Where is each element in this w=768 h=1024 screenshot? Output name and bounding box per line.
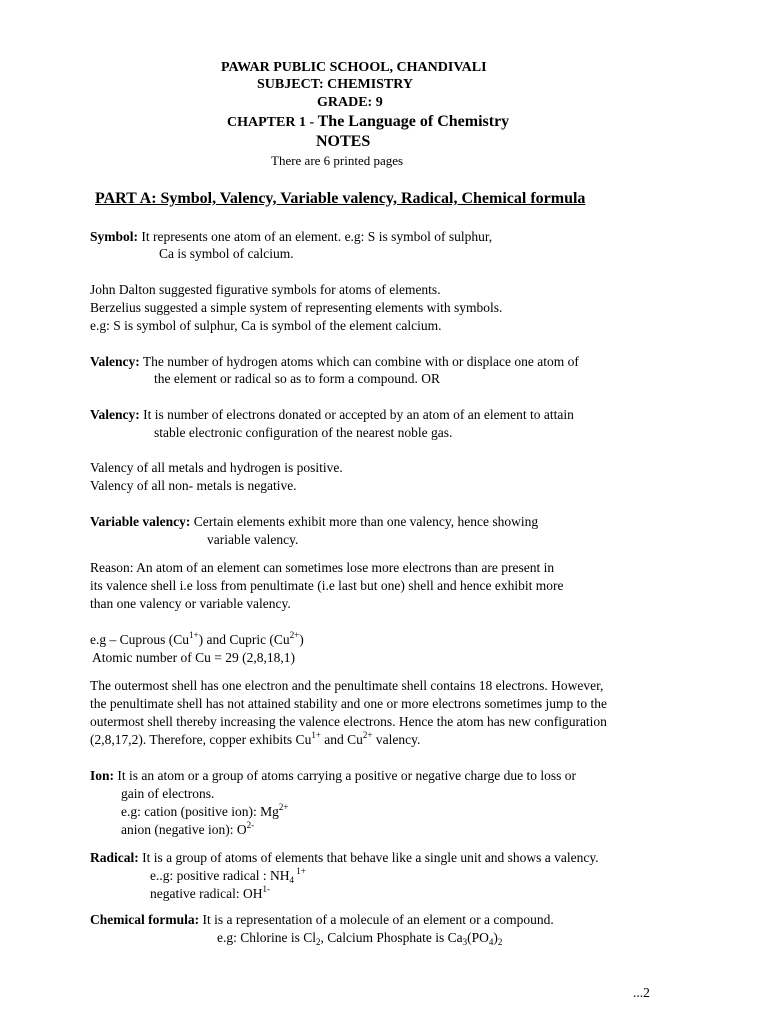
valency-term: Valency: — [90, 354, 140, 369]
chemical-formula-term: Chemical formula: — [90, 912, 200, 927]
valency-definition-1-line-2: the element or radical so as to form a compound. OR — [154, 371, 441, 386]
page-continuation: ...2 — [633, 985, 650, 1000]
chemical-formula-examples: e.g: Chlorine is $Cl_2$, Calcium Phosphate is $Ca_3(PO_4)_2$ — [217, 930, 503, 947]
valency-term-2: Valency: — [90, 407, 140, 422]
reason-line-3: than one valency or variable valency. — [90, 596, 291, 611]
symbol-term: Symbol: — [90, 229, 139, 244]
pages-note: There are 6 printed pages — [271, 153, 404, 168]
nonmetal-valency-line: Valency of all non- metals is negative. — [90, 478, 297, 493]
ion-definition: Ion: It is an atom or a group of atoms carrying a positive or negative charge due to loss or — [90, 768, 577, 783]
metal-valency-line: Valency of all metals and hydrogen is positive. — [90, 460, 343, 475]
cation-example: e.g: cation (positive ion): $Mg^{2+}$ — [121, 802, 289, 819]
symbol-line-2: Ca is symbol of calcium. — [159, 246, 294, 261]
school-name: PAWAR PUBLIC SCHOOL, CHANDIVALI — [221, 60, 487, 75]
symbol-definition: Symbol: It represents one atom of an element. e.g: S is symbol of sulphur, — [90, 229, 493, 244]
notes-heading: NOTES — [316, 133, 371, 150]
valency-definition-1: Valency: The number of hydrogen atoms which can combine with or displace one atom of — [90, 354, 579, 369]
part-a-heading: PART A: Symbol, Valency, Variable valency, Radical, Chemical formula — [95, 190, 586, 207]
positive-radical-example: e..g: positive radical : $NH_4$ $^{1+}$ — [150, 866, 306, 885]
variable-valency-definition: Variable valency: Certain elements exhibit more than one valency, hence showing — [90, 514, 539, 529]
reason-line-1: Reason: An atom of an element can sometimes lose more electrons than are present in — [90, 560, 555, 575]
chapter-name: The Language of Chemistry — [317, 113, 510, 130]
negative-radical-example: negative radical: $OH^{1-}$ — [150, 884, 270, 901]
ion-line-2: gain of electrons. — [121, 786, 215, 801]
outermost-line-4: (2,8,17,2). Therefore, copper exhibits $Cu^{1+}$ and $Cu^{2+}$ valency. — [90, 730, 421, 747]
valency-definition-2-line-2: stable electronic configuration of the nearest noble gas. — [154, 425, 453, 440]
valency-definition-2: Valency: It is number of electrons donated or accepted by an atom of an element to attain — [90, 407, 574, 422]
subject-line: SUBJECT: CHEMISTRY — [257, 77, 413, 92]
chemical-formula-definition: Chemical formula: It is a representation of a molecule of an element or a compound. — [90, 912, 554, 927]
ion-term: Ion: — [90, 768, 115, 783]
symbol-example-line: e.g: S is symbol of sulphur, Ca is symbol of the element calcium. — [90, 318, 442, 333]
variable-valency-line-2: variable valency. — [207, 532, 299, 547]
reason-line-2: its valence shell i.e loss from penultimate (i.e last but one) shell and hence exhibit more — [90, 578, 564, 593]
anion-example: anion (negative ion): $O^{2-}$ — [121, 820, 255, 837]
berzelius-line: Berzelius suggested a simple system of representing elements with symbols. — [90, 300, 503, 315]
copper-example: e.g – Cuprous $(Cu^{1+})$ and Cupric $(Cu^{2+})$ — [90, 630, 304, 647]
copper-atomic-number: Atomic number of Cu = 29 (2,8,18,1) — [92, 650, 295, 665]
variable-valency-term: Variable valency: — [90, 514, 191, 529]
chapter-prefix: CHAPTER 1 - — [227, 115, 318, 130]
grade-line: GRADE: 9 — [317, 95, 383, 110]
radical-definition: Radical: It is a group of atoms of elements that behave like a single unit and shows a valency. — [90, 850, 599, 865]
radical-term: Radical: — [90, 850, 139, 865]
outermost-line-1: The outermost shell has one electron and the penultimate shell contains 18 electrons. However, — [90, 678, 604, 693]
outermost-line-3: outermost shell thereby increasing the valence electrons. Hence the atom has new configuration — [90, 714, 607, 729]
dalton-line: John Dalton suggested figurative symbols for atoms of elements. — [90, 282, 441, 297]
chapter-title — [227, 113, 509, 132]
outermost-line-2: the penultimate shell has not attained stability and one or more electrons sometimes jump to the — [90, 696, 608, 711]
